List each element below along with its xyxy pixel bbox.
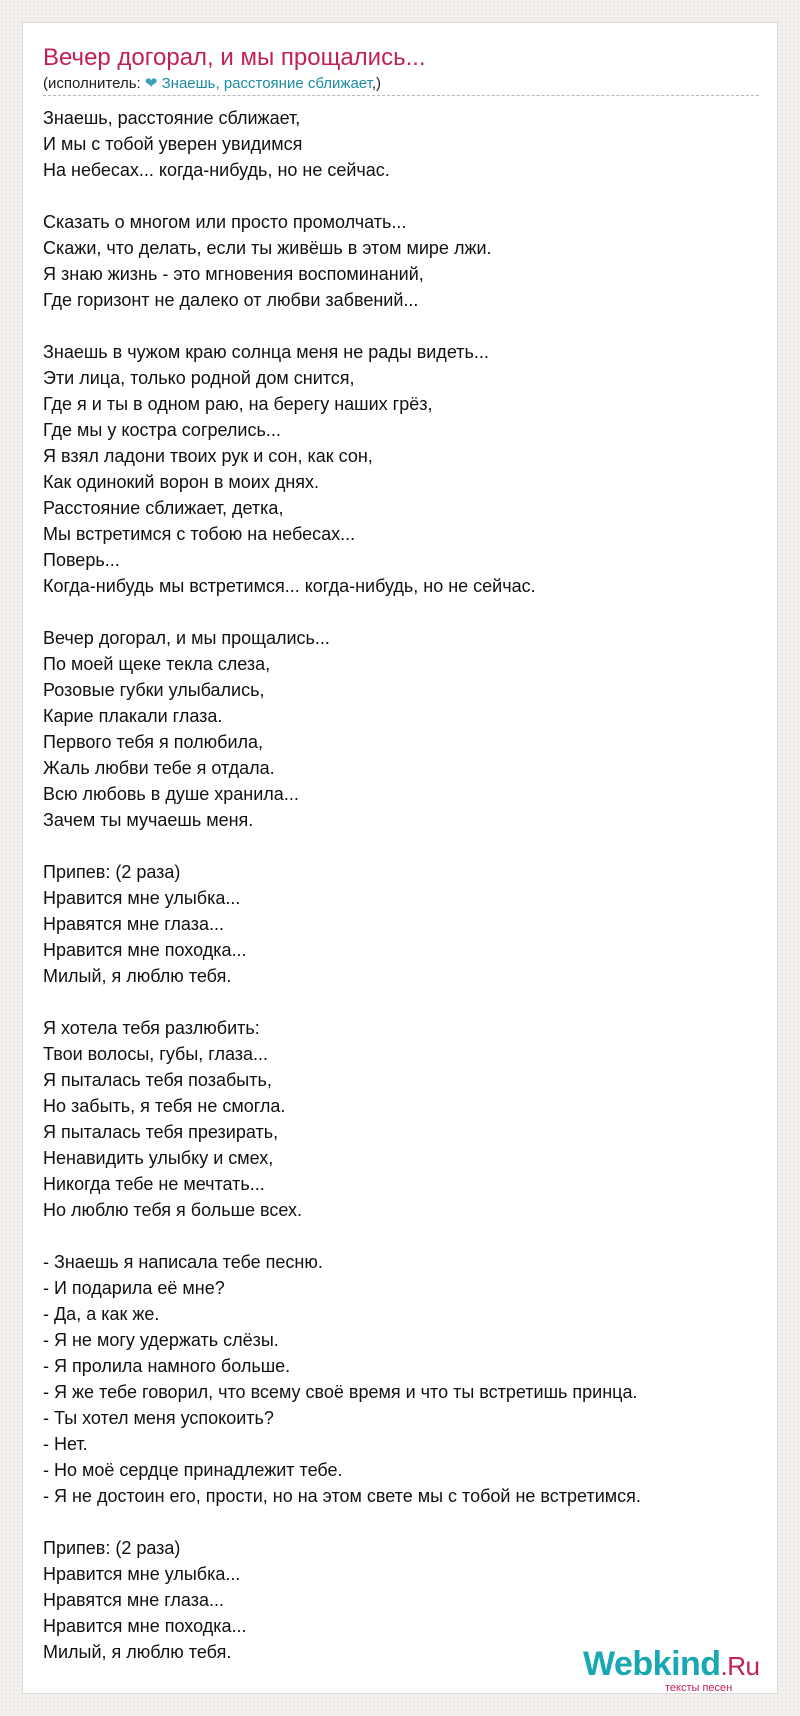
- lyric-line: - Но моё сердце принадлежит тебе.: [43, 1460, 343, 1480]
- lyric-line: Расстояние сближает, детка,: [43, 498, 284, 518]
- lyric-line: Сказать о многом или просто промолчать...: [43, 212, 407, 232]
- performer-line: [43, 74, 381, 94]
- lyric-line: Мы встретимся с тобою на небесах...: [43, 524, 356, 544]
- logo-main-text: Webkind: [583, 1645, 721, 1683]
- lyric-line: Нравится мне улыбка...: [43, 888, 241, 908]
- lyric-line: Нравится мне походка...: [43, 1616, 247, 1636]
- lyric-line: Как одинокий ворон в моих днях.: [43, 472, 320, 492]
- lyric-line: Первого тебя я полюбила,: [43, 732, 264, 752]
- lyric-line: Я знаю жизнь - это мгновения воспоминаний,: [43, 264, 424, 284]
- lyric-line: По моей щеке текла слеза,: [43, 654, 271, 674]
- lyric-line: - Да, а как же.: [43, 1304, 160, 1324]
- lyric-line: Знаешь в чужом краю солнца меня не рады видеть...: [43, 342, 489, 362]
- lyric-line: Зачем ты мучаешь меня.: [43, 810, 254, 830]
- lyric-line: Милый, я люблю тебя.: [43, 966, 232, 986]
- lyrics-card: [22, 22, 778, 1694]
- lyric-line: На небесах... когда-нибудь, но не сейчас.: [43, 160, 390, 180]
- lyric-line: Твои волосы, губы, глаза...: [43, 1044, 269, 1064]
- logo-subtitle: тексты песен: [665, 1682, 733, 1694]
- lyric-line: Скажи, что делать, если ты живёшь в этом мире лжи.: [43, 238, 492, 258]
- lyric-line: Но забыть, я тебя не смогла.: [43, 1096, 286, 1116]
- lyric-line: Но люблю тебя я больше всех.: [43, 1200, 303, 1220]
- lyric-line: Ненавидить улыбку и смех,: [43, 1148, 274, 1168]
- lyric-line: Я пыталась тебя презирать,: [43, 1122, 279, 1142]
- lyric-line: Жаль любви тебе я отдала.: [43, 758, 275, 778]
- lyric-line: - Знаешь я написала тебе песню.: [43, 1252, 323, 1272]
- lyric-line: Карие плакали глаза.: [43, 706, 223, 726]
- lyric-line: Я пыталась тебя позабыть,: [43, 1070, 272, 1090]
- lyric-line: - Ты хотел меня успокоить?: [43, 1408, 274, 1428]
- lyric-line: Эти лица, только родной дом снится,: [43, 368, 355, 388]
- lyric-line: Всю любовь в душе хранила...: [43, 784, 299, 804]
- lyric-line: Знаешь, расстояние сближает,: [43, 108, 301, 128]
- lyric-line: Я хотела тебя разлюбить:: [43, 1018, 260, 1038]
- lyric-line: Никогда тебе не мечтать...: [43, 1174, 265, 1194]
- lyric-line: И мы с тобой уверен увидимся: [43, 134, 303, 154]
- stanza: [43, 339, 759, 599]
- lyric-line: - Я не могу удержать слёзы.: [43, 1330, 279, 1350]
- stanza: [43, 625, 759, 833]
- lyric-line: - И подарила её мне?: [43, 1278, 225, 1298]
- lyric-line: Нравится мне походка...: [43, 940, 247, 960]
- lyric-line: Поверь...: [43, 550, 120, 570]
- lyric-line: Нравится мне улыбка...: [43, 1564, 241, 1584]
- heart-icon: ❤: [144, 75, 158, 92]
- lyric-line: Где я и ты в одном раю, на берегу наших грёз,: [43, 394, 433, 414]
- lyric-line: Припев: (2 раза): [43, 862, 181, 882]
- lyric-line: - Нет.: [43, 1434, 88, 1454]
- performer-suffix: ,): [371, 75, 382, 92]
- lyrics-body: [43, 105, 759, 1691]
- lyric-line: Вечер догорал, и мы прощались...: [43, 628, 330, 648]
- artist-link[interactable]: [145, 75, 372, 92]
- lyric-line: Припев: (2 раза): [43, 1538, 181, 1558]
- webkind-logo[interactable]: [583, 1645, 773, 1695]
- stanza: [43, 859, 759, 989]
- lyric-line: Милый, я люблю тебя.: [43, 1642, 232, 1662]
- dashed-divider: [43, 95, 759, 96]
- lyric-line: Где горизонт не далеко от любви забвений...: [43, 290, 419, 310]
- lyric-line: Когда-нибудь мы встретимся... когда-нибудь, но не сейчас.: [43, 576, 536, 596]
- stanza: [43, 105, 759, 183]
- lyric-line: Я взял ладони твоих рук и сон, как сон,: [43, 446, 373, 466]
- logo-wordmark: [583, 1645, 760, 1685]
- song-title: Вечер догорал, и мы прощались...: [43, 44, 426, 71]
- lyric-line: Где мы у костра согрелись...: [43, 420, 281, 440]
- performer-prefix: (исполнитель:: [43, 75, 145, 92]
- lyric-line: Розовые губки улыбались,: [43, 680, 265, 700]
- lyric-line: - Я пролила намного больше.: [43, 1356, 291, 1376]
- lyric-line: Нравятся мне глаза...: [43, 1590, 224, 1610]
- lyric-line: Нравятся мне глаза...: [43, 914, 224, 934]
- stanza: [43, 1249, 759, 1509]
- lyric-line: - Я не достоин его, прости, но на этом свете мы с тобой не встретимся.: [43, 1486, 641, 1506]
- logo-tld: .Ru: [720, 1651, 760, 1681]
- stanza: [43, 1015, 759, 1223]
- stanza: [43, 209, 759, 313]
- artist-name: Знаешь, расстояние сближает: [157, 75, 372, 92]
- lyric-line: - Я же тебе говорил, что всему своё время и что ты встретишь принца.: [43, 1382, 638, 1402]
